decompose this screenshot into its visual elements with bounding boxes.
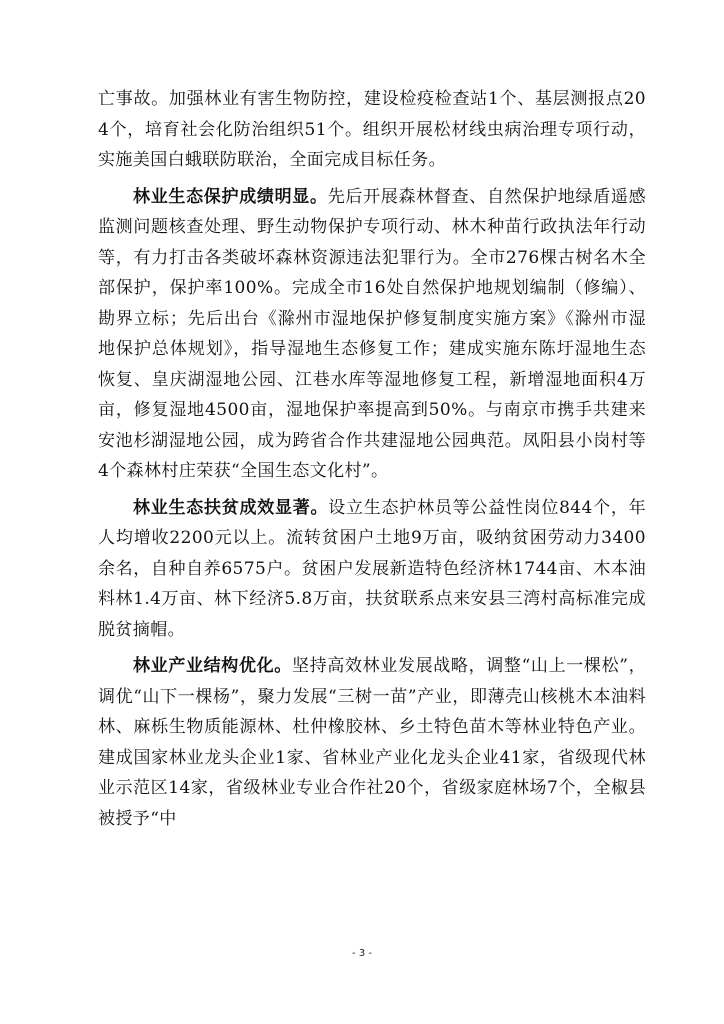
paragraph-poverty-alleviation: [98, 493, 646, 646]
paragraph-body: 坚持高效林业发展战略，调整“山上一棵松”，调优“山下一棵杨”，聚力发展“三树一苗”产业，即薄壳山核桃木本油料林、麻栎生物质能源林、杜仲橡胶林、乡土特色苗木等林业特色产业。建成国家林业龙头企业1家、省林业产业化龙头企业41家，省级现代林业示范区14家，省级林业专业合作社20个，省级家庭林场7个，全椒县被授予“中: [98, 656, 646, 829]
document-body: [98, 84, 646, 834]
paragraph-heading: 林业生态保护成绩明显。: [133, 186, 328, 207]
paragraph-body: 设立生态护林员等公益性岗位844个，年人均增收2200元以上。流转贫困户土地9万亩，吸纳贫困劳动力3400余名，自种自养6575户。贫困户发展新造特色经济林1744亩、木本油料林1.4万亩、林下经济5.8万亩，扶贫联系点来安县三湾村高标准完成脱贫摘帽。: [98, 497, 647, 640]
paragraph-heading: 林业产业结构优化。: [133, 656, 292, 676]
paragraph-heading: 林业生态扶贫成效显著。: [133, 497, 329, 518]
paragraph-body: 亡事故。加强林业有害生物防控，建设检疫检查站1个、基层测报点204个，培育社会化防治组织51个。组织开展松材线虫病治理专项行动，实施美国白蛾联防联治，全面完成目标任务。: [98, 89, 646, 170]
paragraph-industry-structure: [98, 651, 646, 834]
paragraph-body: 先后开展森林督查、自然保护地绿盾遥感监测问题核查处理、野生动物保护专项行动、林木种苗行政执法年行动等，有力打击各类破坏森林资源违法犯罪行为。全市276棵古树名木全部保护，保护率100%。完成全市16处自然保护地规划编制（修编）、勘界立标；先后出台《滁州市湿地保护修复制度实施方案》《滁州市湿地保护总体规划》，指导湿地生态修复工作；建成实施东陈圩湿地生态恢复、皇庆湖湿地公园、江巷水库等湿地修复工程，新增湿地面积4万亩，修复湿地4500亩，湿地保护率提高到50%。与南京市携手共建来安池杉湖湿地公园，成为跨省合作共建湿地公园典范。凤阳县小岗村等4个森林村庄荣获“全国生态文化村”。: [98, 186, 646, 481]
paragraph-continued: [98, 84, 646, 176]
page-number: - 3 -: [352, 948, 372, 959]
paragraph-ecological-protection: [98, 182, 646, 487]
